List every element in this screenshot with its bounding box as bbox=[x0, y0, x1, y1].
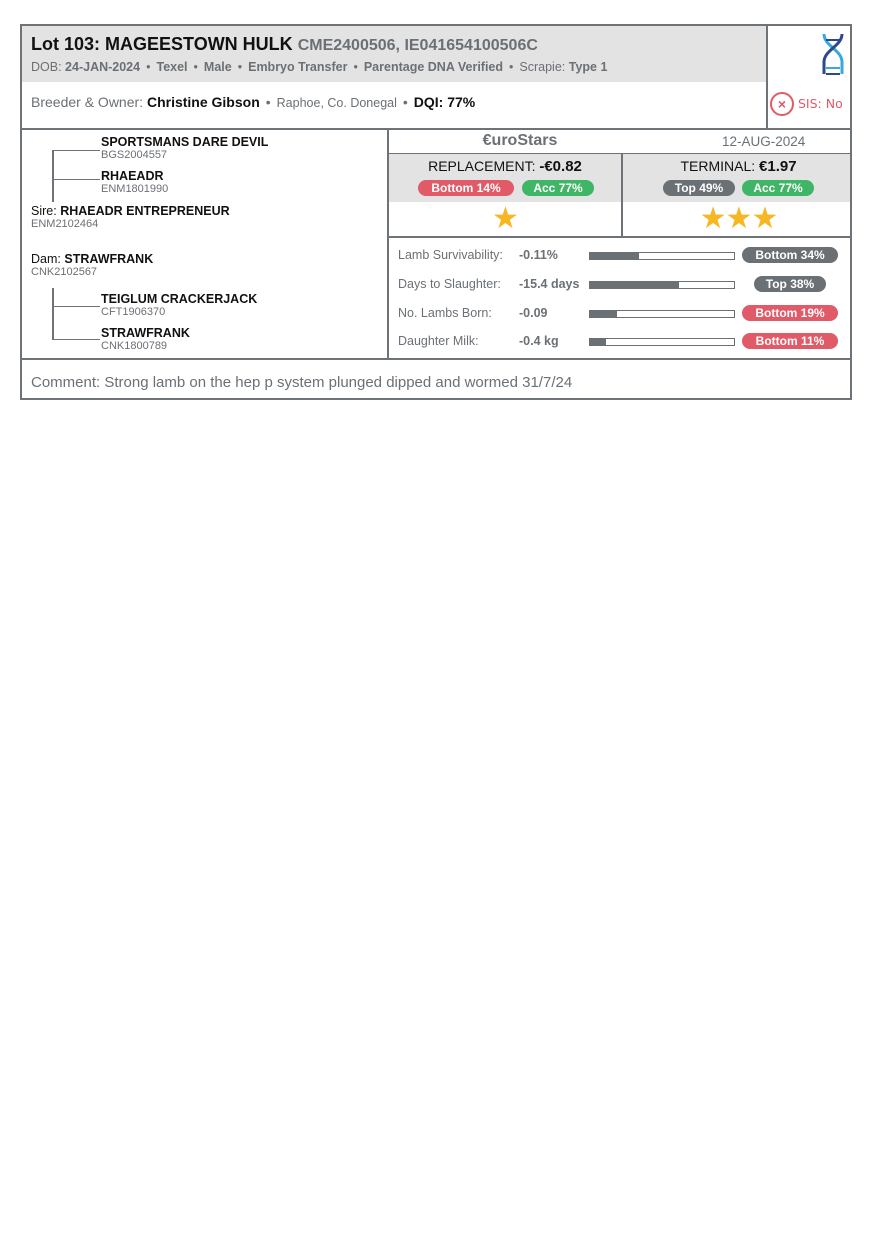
bullet: • bbox=[353, 60, 358, 74]
lot-header bbox=[22, 26, 766, 82]
breeder-label: Breeder & Owner: bbox=[31, 94, 144, 110]
sire-row bbox=[31, 204, 230, 218]
dna-icon bbox=[818, 32, 848, 76]
sis-text: SIS: No bbox=[798, 96, 843, 111]
trait-bar bbox=[589, 310, 735, 318]
terminal-rank-badge: Top 49% bbox=[663, 180, 735, 196]
dqi-value: DQI: 77% bbox=[413, 94, 476, 110]
bullet: • bbox=[509, 60, 514, 74]
replacement-acc-badge: Acc 77% bbox=[522, 180, 594, 196]
parentage: Parentage DNA Verified bbox=[363, 60, 504, 74]
dam-sire-id: CFT1906370 bbox=[101, 306, 166, 318]
trait-label: Daughter Milk: bbox=[398, 334, 479, 348]
trait-badge: Top 38% bbox=[754, 276, 826, 292]
trait-bar-fill bbox=[590, 253, 639, 259]
breeder-location: Raphoe, Co. Donegal bbox=[276, 96, 397, 110]
trait-badge: Bottom 19% bbox=[742, 305, 838, 321]
trait-bar bbox=[589, 252, 735, 260]
sire-name: RHAEADR ENTREPRENEUR bbox=[60, 204, 230, 218]
bullet: • bbox=[265, 94, 271, 110]
divider bbox=[22, 128, 852, 130]
replacement-value: -€0.82 bbox=[539, 158, 582, 175]
dam-name: STRAWFRANK bbox=[64, 252, 154, 266]
terminal-star-rating: ★★★ bbox=[699, 202, 778, 235]
eurostars-date: 12-AUG-2024 bbox=[722, 134, 806, 149]
eurostars-title: €uroStars bbox=[482, 132, 558, 149]
sire-dam-id: ENM1801990 bbox=[101, 183, 169, 195]
terminal-label-row bbox=[623, 158, 852, 175]
trait-bar bbox=[589, 281, 735, 289]
dam-row bbox=[31, 252, 153, 266]
sire-label: Sire: bbox=[31, 204, 57, 218]
close-circle-icon: × bbox=[770, 92, 794, 116]
trait-bar-fill bbox=[590, 339, 606, 345]
trait-label: No. Lambs Born: bbox=[398, 306, 492, 320]
trait-value: -0.4 kg bbox=[519, 334, 559, 348]
tree-line bbox=[52, 306, 100, 307]
tree-line bbox=[52, 288, 54, 340]
dob-value: 24-JAN-2024 bbox=[65, 60, 141, 74]
header-divider bbox=[766, 26, 768, 130]
lot-card bbox=[20, 24, 852, 400]
replacement-star-rating: ★ bbox=[492, 202, 518, 235]
dob-label: DOB: bbox=[31, 60, 62, 74]
bullet: • bbox=[146, 60, 151, 74]
terminal-index bbox=[623, 154, 852, 202]
tree-line bbox=[52, 179, 100, 180]
trait-label: Days to Slaughter: bbox=[398, 277, 501, 291]
scrapie-value: Type 1 bbox=[568, 60, 608, 74]
divider bbox=[389, 236, 852, 238]
sire-sire-id: BGS2004557 bbox=[101, 149, 168, 161]
scrapie-label: Scrapie: bbox=[519, 60, 566, 74]
replacement-rank-badge: Bottom 14% bbox=[418, 180, 514, 196]
trait-label: Lamb Survivability: bbox=[398, 248, 503, 262]
sire-id: ENM2102464 bbox=[31, 218, 99, 230]
tree-line bbox=[52, 150, 54, 202]
trait-badge: Bottom 11% bbox=[742, 333, 838, 349]
sis-status bbox=[770, 92, 850, 120]
trait-value: -0.09 bbox=[519, 306, 548, 320]
lot-ids: CME2400506, IE041654100506C bbox=[297, 37, 538, 54]
tree-line bbox=[52, 150, 100, 151]
lot-title bbox=[31, 34, 538, 55]
breed: Texel bbox=[156, 60, 188, 74]
trait-bar-fill bbox=[590, 282, 679, 288]
dam-dam-id: CNK1800789 bbox=[101, 340, 168, 352]
terminal-value: €1.97 bbox=[759, 158, 797, 175]
trait-badge: Bottom 34% bbox=[742, 247, 838, 263]
trait-value: -0.11% bbox=[519, 248, 558, 262]
origin: Embryo Transfer bbox=[248, 60, 348, 74]
bullet: • bbox=[402, 94, 408, 110]
trait-value: -15.4 days bbox=[519, 277, 580, 291]
bullet: • bbox=[237, 60, 243, 74]
breeder-row bbox=[31, 94, 475, 110]
terminal-acc-badge: Acc 77% bbox=[742, 180, 814, 196]
comment-text: Comment: Strong lamb on the hep p system plunged dipped and wormed 31/7/24 bbox=[31, 374, 573, 391]
sire-sire-name: SPORTSMANS DARE DEVIL bbox=[101, 135, 269, 149]
replacement-label-row bbox=[389, 158, 621, 175]
dam-sire-name: TEIGLUM CRACKERJACK bbox=[101, 292, 258, 306]
dam-id: CNK2102567 bbox=[31, 266, 98, 278]
sire-dam-name: RHAEADR bbox=[101, 169, 164, 183]
dam-dam-name: STRAWFRANK bbox=[101, 326, 190, 340]
replacement-label: REPLACEMENT: bbox=[428, 158, 536, 174]
dam-label: Dam: bbox=[31, 252, 61, 266]
tree-line bbox=[52, 339, 100, 340]
terminal-label: TERMINAL: bbox=[680, 158, 756, 174]
bullet: • bbox=[193, 60, 198, 74]
lot-meta bbox=[31, 60, 607, 74]
trait-bar bbox=[589, 338, 735, 346]
replacement-index bbox=[389, 154, 621, 202]
sex: Male bbox=[203, 60, 232, 74]
breeder-name: Christine Gibson bbox=[146, 94, 260, 110]
trait-bar-fill bbox=[590, 311, 617, 317]
lot-name: Lot 103: MAGEESTOWN HULK bbox=[31, 34, 293, 54]
divider bbox=[22, 358, 852, 360]
